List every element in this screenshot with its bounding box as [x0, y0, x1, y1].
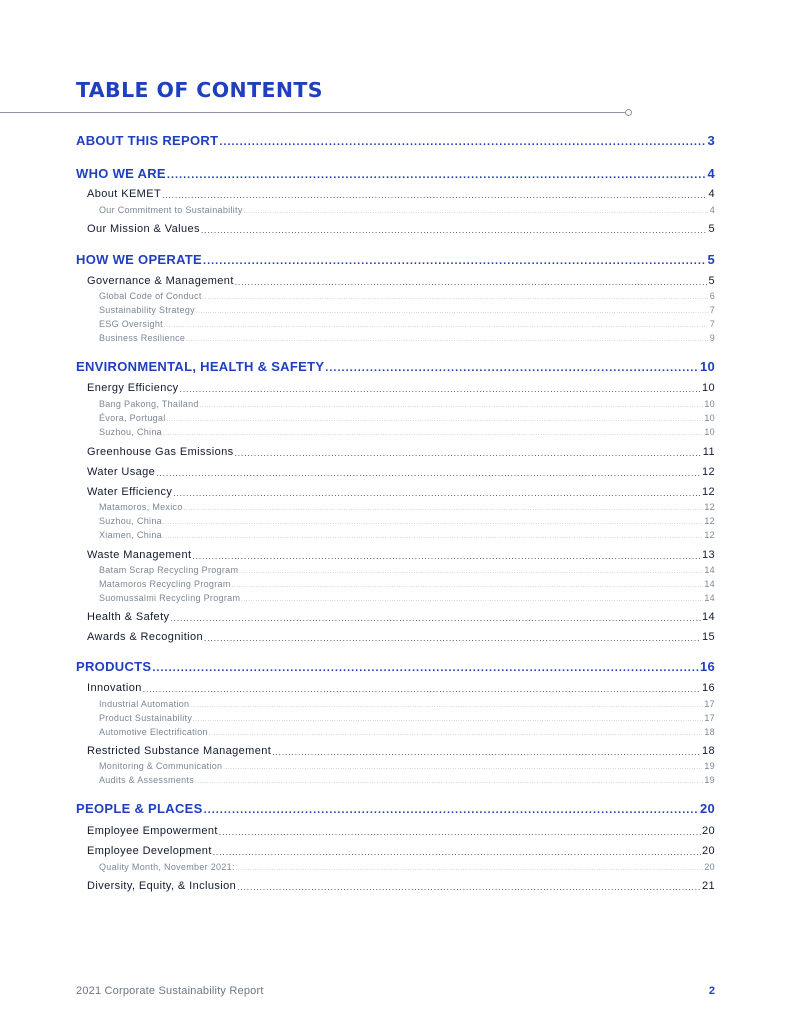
- toc-section-entry[interactable]: [76, 132, 715, 148]
- dot-leader: [219, 829, 701, 837]
- entry-label: Sustainability Strategy: [99, 305, 195, 315]
- entry-label: Automotive Electrification: [99, 727, 208, 737]
- toc-item-entry[interactable]: [99, 578, 715, 589]
- entry-label: Business Resilience: [99, 333, 186, 343]
- entry-label: PEOPLE & PLACES: [76, 801, 203, 816]
- entry-page-number: 7: [709, 305, 715, 315]
- page-title: TABLE OF CONTENTS: [76, 78, 323, 102]
- footer-report-name: 2021 Corporate Sustainability Report: [76, 985, 264, 997]
- toc-section-entry[interactable]: [76, 658, 715, 674]
- toc-subsection-entry[interactable]: [87, 629, 715, 643]
- dot-leader: [209, 732, 704, 737]
- entry-label: HOW WE OPERATE: [76, 252, 203, 267]
- entry-page-number: 15: [701, 631, 715, 643]
- dot-leader: [193, 718, 703, 723]
- dot-leader: [204, 635, 701, 643]
- toc-item-entry[interactable]: [99, 712, 715, 723]
- dot-leader: [203, 256, 706, 267]
- toc-subsection-entry[interactable]: [87, 186, 715, 200]
- entry-label: Suzhou, China: [99, 427, 162, 437]
- entry-page-number: 18: [701, 745, 715, 757]
- dot-leader: [162, 192, 707, 200]
- dot-leader: [167, 418, 704, 423]
- dot-leader: [235, 279, 708, 287]
- entry-page-number: 12: [701, 466, 715, 478]
- entry-page-number: 12: [701, 486, 715, 498]
- entry-page-number: 20: [704, 862, 715, 872]
- entry-label: Employee Development: [87, 845, 212, 857]
- dot-leader: [170, 615, 701, 623]
- dot-leader: [180, 386, 701, 394]
- toc-item-entry[interactable]: [99, 515, 715, 526]
- entry-page-number: 6: [709, 291, 715, 301]
- toc-subsection-entry[interactable]: [87, 464, 715, 478]
- entry-page-number: 20: [701, 825, 715, 837]
- entry-label: Greenhouse Gas Emissions: [87, 446, 234, 458]
- toc-subsection-entry[interactable]: [87, 823, 715, 837]
- entry-page-number: 18: [704, 727, 715, 737]
- dot-leader: [156, 470, 701, 478]
- entry-page-number: 5: [708, 275, 715, 287]
- toc-item-entry[interactable]: [99, 774, 715, 785]
- entry-label: Évora, Portugal: [99, 413, 166, 423]
- entry-label: Diversity, Equity, & Inclusion: [87, 880, 237, 892]
- toc-item-entry[interactable]: [99, 318, 715, 329]
- entry-page-number: 10: [704, 427, 715, 437]
- entry-label: Our Mission & Values: [87, 223, 200, 235]
- toc-item-entry[interactable]: [99, 501, 715, 512]
- toc-item-entry[interactable]: [99, 412, 715, 423]
- dot-leader: [163, 432, 703, 437]
- entry-label: Matamoros, Mexico: [99, 502, 183, 512]
- entry-label: About KEMET: [87, 188, 162, 200]
- entry-label: Batam Scrap Recycling Program: [99, 565, 239, 575]
- entry-page-number: 3: [707, 133, 715, 148]
- toc-item-entry[interactable]: [99, 861, 715, 872]
- entry-page-number: 12: [704, 530, 715, 540]
- entry-label: Quality Month, November 2021:: [99, 862, 235, 872]
- entry-page-number: 14: [701, 611, 715, 623]
- toc-item-entry[interactable]: [99, 204, 715, 215]
- entry-page-number: 10: [704, 413, 715, 423]
- toc-item-entry[interactable]: [99, 398, 715, 409]
- entry-label: Product Sustainability: [99, 713, 193, 723]
- dot-leader: [184, 507, 704, 512]
- dot-leader: [239, 570, 703, 575]
- toc-item-entry[interactable]: [99, 726, 715, 737]
- toc-item-entry[interactable]: [99, 592, 715, 603]
- entry-page-number: 4: [708, 188, 715, 200]
- entry-page-number: 16: [701, 682, 715, 694]
- entry-label: Innovation: [87, 682, 142, 694]
- toc-item-entry[interactable]: [99, 426, 715, 437]
- entry-page-number: 14: [704, 579, 715, 589]
- entry-page-number: 20: [701, 845, 715, 857]
- dot-leader: [219, 137, 706, 148]
- toc-item-entry[interactable]: [99, 304, 715, 315]
- entry-label: Employee Empowerment: [87, 825, 218, 837]
- entry-label: Industrial Automation: [99, 699, 190, 709]
- dot-leader: [167, 170, 707, 181]
- dot-leader: [204, 805, 699, 816]
- dot-leader: [164, 324, 709, 329]
- entry-label: Our Commitment to Sustainability: [99, 205, 243, 215]
- entry-page-number: 5: [708, 223, 715, 235]
- entry-page-number: 12: [704, 502, 715, 512]
- toc-section-entry[interactable]: [76, 800, 715, 816]
- toc-item-entry[interactable]: [99, 760, 715, 771]
- entry-label: Governance & Management: [87, 275, 234, 287]
- toc-item-entry[interactable]: [99, 290, 715, 301]
- entry-page-number: 9: [709, 333, 715, 343]
- entry-page-number: 14: [704, 593, 715, 603]
- dot-leader: [163, 521, 703, 526]
- dot-leader: [325, 363, 699, 374]
- dot-leader: [186, 338, 708, 343]
- entry-page-number: 13: [701, 549, 715, 561]
- entry-page-number: 16: [699, 659, 715, 674]
- toc-subsection-entry[interactable]: [87, 484, 715, 498]
- entry-page-number: 5: [707, 252, 715, 267]
- entry-page-number: 20: [699, 801, 715, 816]
- dot-leader: [223, 766, 703, 771]
- entry-page-number: 10: [701, 382, 715, 394]
- entry-label: WHO WE ARE: [76, 166, 166, 181]
- toc-item-entry[interactable]: [99, 564, 715, 575]
- entry-label: Health & Safety: [87, 611, 170, 623]
- toc-section-entry[interactable]: [76, 165, 715, 181]
- toc-subsection-entry[interactable]: [87, 221, 715, 235]
- dot-leader: [152, 663, 699, 674]
- entry-label: Energy Efficiency: [87, 382, 179, 394]
- entry-page-number: 12: [704, 516, 715, 526]
- toc-subsection-entry[interactable]: [87, 680, 715, 694]
- dot-leader: [195, 780, 703, 785]
- toc-item-entry[interactable]: [99, 529, 715, 540]
- dot-leader: [163, 535, 703, 540]
- entry-label: Waste Management: [87, 549, 192, 561]
- entry-page-number: 4: [707, 166, 715, 181]
- entry-page-number: 19: [704, 775, 715, 785]
- entry-label: Restricted Substance Management: [87, 745, 272, 757]
- entry-label: Suomussalmi Recycling Program: [99, 593, 241, 603]
- dot-leader: [192, 553, 701, 561]
- dot-leader: [244, 210, 709, 215]
- entry-label: ABOUT THIS REPORT: [76, 133, 219, 148]
- dot-leader: [196, 310, 709, 315]
- entry-label: Suzhou, China: [99, 516, 162, 526]
- dot-leader: [235, 450, 702, 458]
- toc-subsection-entry[interactable]: [87, 547, 715, 561]
- entry-label: Xiamen, China: [99, 530, 162, 540]
- entry-page-number: 14: [704, 565, 715, 575]
- entry-page-number: 11: [702, 446, 715, 458]
- toc-item-entry[interactable]: [99, 332, 715, 343]
- entry-label: Water Efficiency: [87, 486, 173, 498]
- entry-page-number: 17: [704, 713, 715, 723]
- entry-page-number: 17: [704, 699, 715, 709]
- dot-leader: [213, 849, 701, 857]
- entry-label: ENVIRONMENTAL, HEALTH & SAFETY: [76, 359, 325, 374]
- entry-label: Matamoros Recycling Program: [99, 579, 231, 589]
- toc-subsection-entry[interactable]: [87, 609, 715, 623]
- dot-leader: [241, 598, 703, 603]
- dot-leader: [272, 749, 701, 757]
- dot-leader: [232, 584, 704, 589]
- toc-subsection-entry[interactable]: [87, 843, 715, 857]
- entry-page-number: 19: [704, 761, 715, 771]
- toc-section-entry[interactable]: [76, 358, 715, 374]
- toc-subsection-entry[interactable]: [87, 878, 715, 892]
- entry-label: Water Usage: [87, 466, 156, 478]
- toc-item-entry[interactable]: [99, 698, 715, 709]
- footer-page-number: 2: [708, 985, 715, 997]
- entry-label: Bang Pakong, Thailand: [99, 399, 199, 409]
- entry-page-number: 4: [709, 205, 715, 215]
- toc-section-entry[interactable]: [76, 251, 715, 267]
- entry-page-number: 10: [699, 359, 715, 374]
- entry-label: ESG Oversight: [99, 319, 163, 329]
- dot-leader: [173, 490, 701, 498]
- toc-subsection-entry[interactable]: [87, 743, 715, 757]
- entry-label: PRODUCTS: [76, 659, 152, 674]
- entry-label: Audits & Assessments: [99, 775, 195, 785]
- dot-leader: [237, 884, 701, 892]
- dot-leader: [203, 296, 709, 301]
- dot-leader: [200, 404, 704, 409]
- toc-subsection-entry[interactable]: [87, 444, 715, 458]
- entry-label: Global Code of Conduct: [99, 291, 202, 301]
- dot-leader: [190, 704, 703, 709]
- toc-subsection-entry[interactable]: [87, 380, 715, 394]
- toc-subsection-entry[interactable]: [87, 273, 715, 287]
- entry-label: Monitoring & Communication: [99, 761, 223, 771]
- entry-page-number: 21: [701, 880, 715, 892]
- entry-label: Awards & Recognition: [87, 631, 204, 643]
- dot-leader: [201, 227, 708, 235]
- entry-page-number: 10: [704, 399, 715, 409]
- dot-leader: [236, 867, 704, 872]
- entry-page-number: 7: [709, 319, 715, 329]
- dot-leader: [143, 686, 701, 694]
